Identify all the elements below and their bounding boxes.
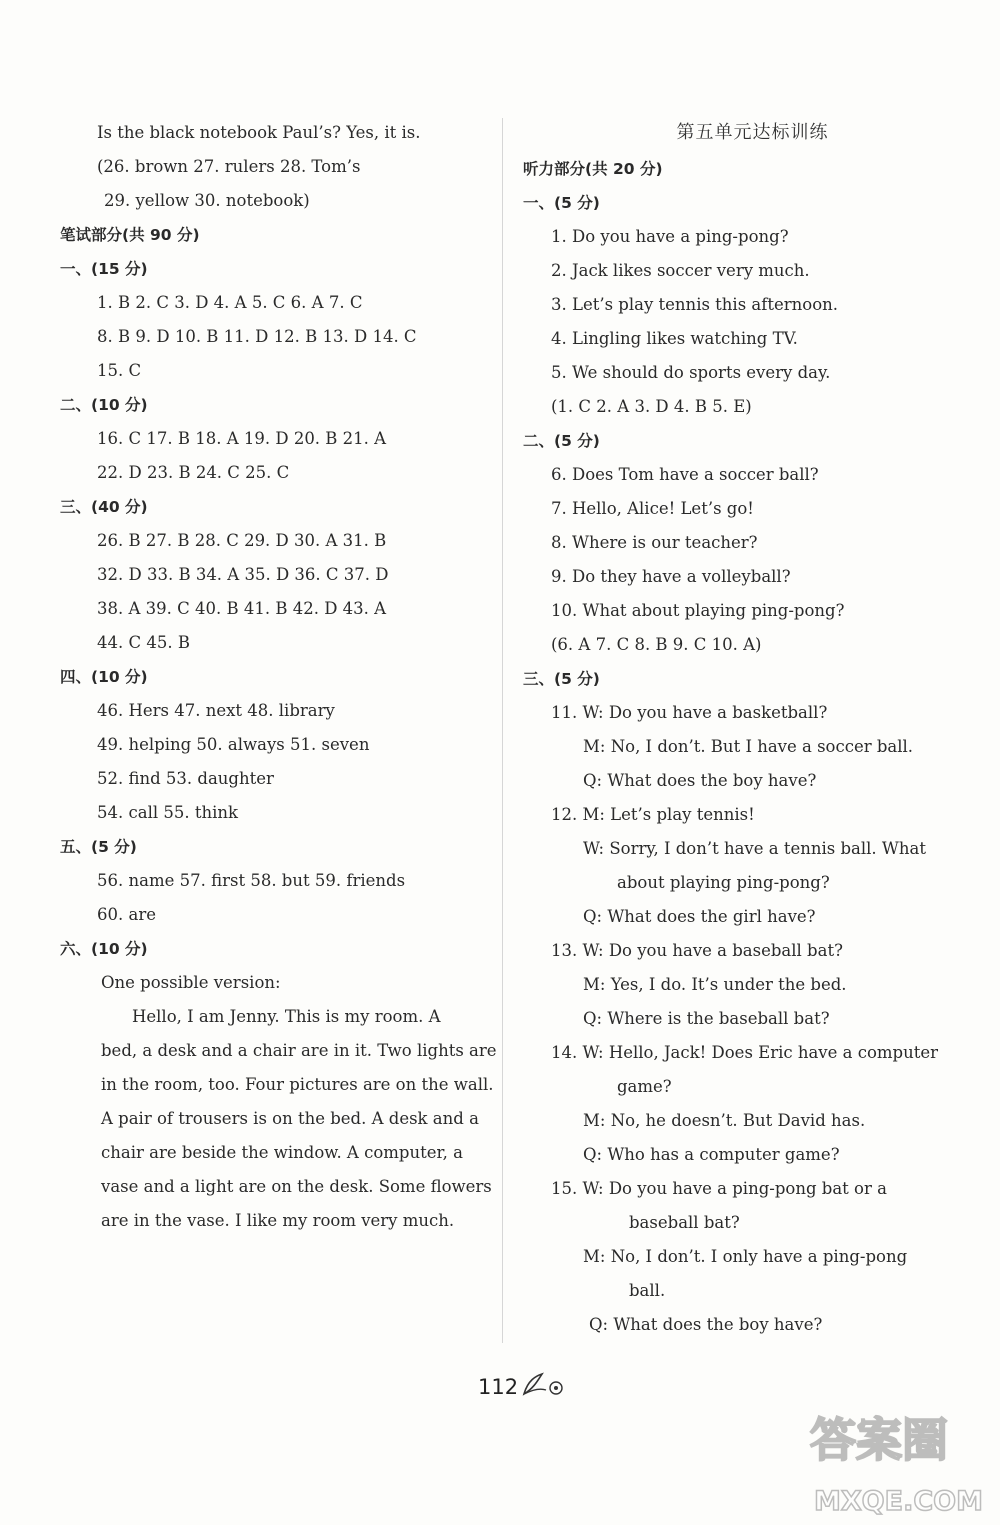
dialogue-line: 14. W: Hello, Jack! Does Eric have a computer — [551, 1043, 939, 1062]
script-line: 1. Do you have a ping-pong? — [551, 227, 789, 246]
essay-line: are in the vase. I like my room very much. — [101, 1211, 455, 1230]
dialogue-line: 12. M: Let’s play tennis! — [551, 805, 755, 824]
answer-line: 22. D 23. B 24. C 25. C — [97, 463, 290, 482]
answer-line: 56. name 57. first 58. but 59. friends — [97, 871, 406, 890]
dialogue-line: W: Sorry, I don’t have a tennis ball. What — [583, 839, 926, 858]
dialogue-line: 13. W: Do you have a baseball bat? — [551, 941, 843, 960]
essay-intro: One possible version: — [101, 973, 281, 992]
script-line: 5. We should do sports every day. — [551, 363, 831, 382]
page-number: 112 — [478, 1375, 519, 1399]
dialogue-line: baseball bat? — [629, 1213, 740, 1232]
dialogue-line: M: No, I don’t. I only have a ping-pong — [583, 1247, 908, 1266]
answer-line: 15. C — [97, 361, 142, 380]
answer-line: 60. are — [97, 905, 156, 924]
script-line: 9. Do they have a volleyball? — [551, 567, 791, 586]
essay-line: A pair of trousers is on the bed. A desk and a — [101, 1109, 479, 1128]
dialogue-line: 11. W: Do you have a basketball? — [551, 703, 828, 722]
script-line: 2. Jack likes soccer very much. — [551, 261, 810, 280]
leaf-ornament-icon — [520, 1370, 566, 1398]
dialogue-line: M: No, he doesn’t. But David has. — [583, 1111, 866, 1130]
script-line: 8. Where is our teacher? — [551, 533, 758, 552]
essay-line: vase and a light are on the desk. Some flowers — [101, 1177, 492, 1196]
dialogue-line: M: Yes, I do. It’s under the bed. — [583, 975, 847, 994]
dialogue-line: game? — [617, 1077, 672, 1096]
essay-line: in the room, too. Four pictures are on the wall. — [101, 1075, 494, 1094]
section-heading: 二、(10 分) — [60, 396, 148, 414]
answer-line: 26. B 27. B 28. C 29. D 30. A 31. B — [97, 531, 387, 550]
section-heading: 听力部分(共 20 分) — [523, 160, 663, 178]
dialogue-question: Q: What does the girl have? — [583, 907, 816, 926]
column-divider — [502, 118, 503, 1343]
section-heading: 一、(15 分) — [60, 260, 148, 278]
watermark-url: MXQE.COM — [814, 1486, 983, 1517]
dialogue-question: Q: What does the boy have? — [583, 771, 817, 790]
script-line: 4. Lingling likes watching TV. — [551, 329, 798, 348]
answer-line: 32. D 33. B 34. A 35. D 36. C 37. D — [97, 565, 389, 584]
section-heading: 五、(5 分) — [60, 838, 137, 856]
answer-line: 1. B 2. C 3. D 4. A 5. C 6. A 7. C — [97, 293, 363, 312]
watermark-text: 答案圈 — [810, 1413, 948, 1467]
answer-line: 44. C 45. B — [97, 633, 190, 652]
answer-line: (6. A 7. C 8. B 9. C 10. A) — [551, 635, 762, 654]
script-line: 3. Let’s play tennis this afternoon. — [551, 295, 839, 314]
text-line: Is the black notebook Paul’s? Yes, it is. — [97, 123, 421, 142]
essay-line: chair are beside the window. A computer, a — [101, 1143, 463, 1162]
dialogue-line: 15. W: Do you have a ping-pong bat or a — [551, 1179, 887, 1198]
dialogue-question: Q: Where is the baseball bat? — [583, 1009, 830, 1028]
section-heading: 二、(5 分) — [523, 432, 600, 450]
watermark-logo — [806, 1398, 996, 1523]
answer-line: 46. Hers 47. next 48. library — [97, 701, 335, 720]
section-heading: 三、(40 分) — [60, 498, 148, 516]
answer-line: 16. C 17. B 18. A 19. D 20. B 21. A — [97, 429, 387, 448]
text-line: (26. brown 27. rulers 28. Tom’s — [97, 157, 361, 176]
answer-line: (1. C 2. A 3. D 4. B 5. E) — [551, 397, 752, 416]
answer-line: 54. call 55. think — [97, 803, 239, 822]
answer-line: 52. find 53. daughter — [97, 769, 274, 788]
dialogue-line: ball. — [629, 1281, 666, 1300]
answer-line: 38. A 39. C 40. B 41. B 42. D 43. A — [97, 599, 387, 618]
dialogue-question: Q: Who has a computer game? — [583, 1145, 840, 1164]
script-line: 6. Does Tom have a soccer ball? — [551, 465, 819, 484]
answer-line: 8. B 9. D 10. B 11. D 12. B 13. D 14. C — [97, 327, 417, 346]
essay-line: bed, a desk and a chair are in it. Two lights are — [101, 1041, 497, 1060]
dialogue-line: M: No, I don’t. But I have a soccer ball. — [583, 737, 914, 756]
essay-line: Hello, I am Jenny. This is my room. A — [132, 1007, 441, 1026]
unit-title: 第五单元达标训练 — [676, 122, 829, 143]
section-heading: 三、(5 分) — [523, 670, 600, 688]
section-heading: 笔试部分(共 90 分) — [60, 226, 200, 244]
answer-line: 49. helping 50. always 51. seven — [97, 735, 370, 754]
dialogue-question: Q: What does the boy have? — [589, 1315, 823, 1334]
section-heading: 一、(5 分) — [523, 194, 600, 212]
text-line: 29. yellow 30. notebook) — [104, 191, 310, 210]
script-line: 10. What about playing ping-pong? — [551, 601, 845, 620]
section-heading: 四、(10 分) — [60, 668, 148, 686]
section-heading: 六、(10 分) — [60, 940, 148, 958]
script-line: 7. Hello, Alice! Let’s go! — [551, 499, 754, 518]
dialogue-line: about playing ping-pong? — [617, 873, 830, 892]
